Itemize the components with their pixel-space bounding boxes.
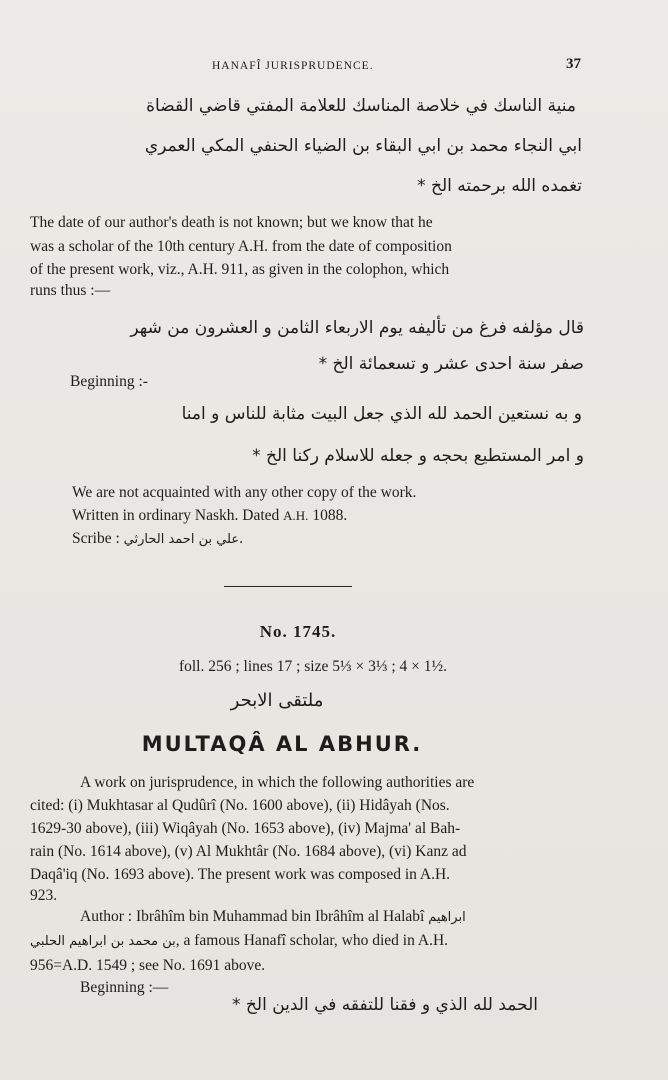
- section-divider: [224, 586, 352, 587]
- author-arabic-lineage: بن محمد بن ابراهيم الحلبي: [30, 934, 176, 949]
- scribe-arabic: علي بن احمد الحارثي: [123, 532, 240, 547]
- scribe-end: .: [239, 530, 243, 547]
- other-copy-note: We are not acquainted with any other copy of the work.: [72, 484, 417, 501]
- folio-details: foll. 256 ; lines 17 ; size 5⅓ × 3⅓ ; 4 × 1½.: [178, 658, 448, 675]
- author-line-2: [30, 932, 448, 950]
- prev-beginning-label: Beginning :-: [70, 373, 148, 390]
- author-arabic-name: ابراهيم: [428, 910, 466, 925]
- description-line-5: Daqâ'iq (No. 1693 above). The present work was composed in A.H.: [30, 866, 451, 883]
- entry-beginning-arabic: الحمد لله الذي و فقنا للتفقه في الدين الخ *: [232, 995, 538, 1015]
- description-line-6: 923.: [30, 887, 58, 904]
- description-line-3: 1629-30 above), (iii) Wiqâyah (No. 1653 above), (iv) Majma' al Bah-: [30, 820, 461, 837]
- prev-paragraph-line-3: of the present work, viz., A.H. 911, as given in the colophon, which: [30, 261, 450, 278]
- page-number: 37: [566, 56, 581, 72]
- author-text: Author : Ibrâhîm bin Muhammad bin Ibrâhîm al Halabî: [80, 908, 425, 925]
- running-title: HANAFÎ JURISPRUDENCE.: [212, 60, 374, 72]
- written-line: [72, 507, 347, 525]
- page-header: [0, 56, 668, 80]
- prev-arabic-title-line-3: تغمده الله برحمته الخ *: [417, 176, 582, 196]
- author-line-1: [80, 908, 466, 926]
- colophon-line-2: صفر سنة احدى عشر و تسعمائة الخ *: [318, 354, 584, 374]
- description-line-2: cited: (i) Mukhtasar al Qudûrî (No. 1600 above), (ii) Hidâyah (Nos.: [30, 797, 450, 814]
- entry-beginning-label: Beginning :—: [80, 979, 169, 996]
- written-era: A.H.: [283, 508, 309, 523]
- prev-paragraph-line-1: The date of our author's death is not known; but we know that he: [30, 214, 433, 231]
- prev-paragraph-line-2: was a scholar of the 10th century A.H. from the date of composition: [30, 238, 452, 255]
- entry-arabic-title: ملتقى الابحر: [230, 690, 324, 711]
- prev-arabic-title-line-2: ابي النجاء محمد بن ابي البقاء بن الضياء الحنفي المكي العمري: [144, 136, 582, 156]
- prev-beginning-line-2: و امر المستطيع بحجه و جعله للاسلام ركنا الخ *: [252, 446, 584, 466]
- prev-beginning-line-1: و به نستعين الحمد لله الذي جعل البيت مثابة للناس و امنا: [181, 404, 582, 424]
- prev-arabic-title-line-1: منية الناسك في خلاصة المناسك للعلامة المفتي قاضي القضاة: [146, 96, 576, 116]
- author-line2-text: , a famous Hanafî scholar, who died in A.H.: [175, 932, 449, 949]
- author-line-3: 956=A.D. 1549 ; see No. 1691 above.: [30, 957, 266, 974]
- written-prefix: Written in ordinary Naskh. Dated: [72, 507, 284, 524]
- description-line-4: rain (No. 1614 above), (v) Al Mukhtâr (No. 1684 above), (vi) Kanz ad: [30, 843, 467, 860]
- colophon-line-1: قال مؤلفه فرغ من تأليفه يوم الاربعاء الثامن و العشرون من شهر: [130, 318, 584, 338]
- prev-paragraph-line-4: runs thus :—: [30, 282, 111, 299]
- description-line-1: A work on jurisprudence, in which the following authorities are: [80, 774, 475, 791]
- written-year: 1088.: [308, 507, 348, 524]
- scribe-line: [72, 530, 243, 548]
- scribe-label: Scribe :: [72, 530, 124, 547]
- entry-title: MULTAQÂ AL ABHUR.: [141, 732, 423, 756]
- entry-number: No. 1745.: [259, 622, 337, 641]
